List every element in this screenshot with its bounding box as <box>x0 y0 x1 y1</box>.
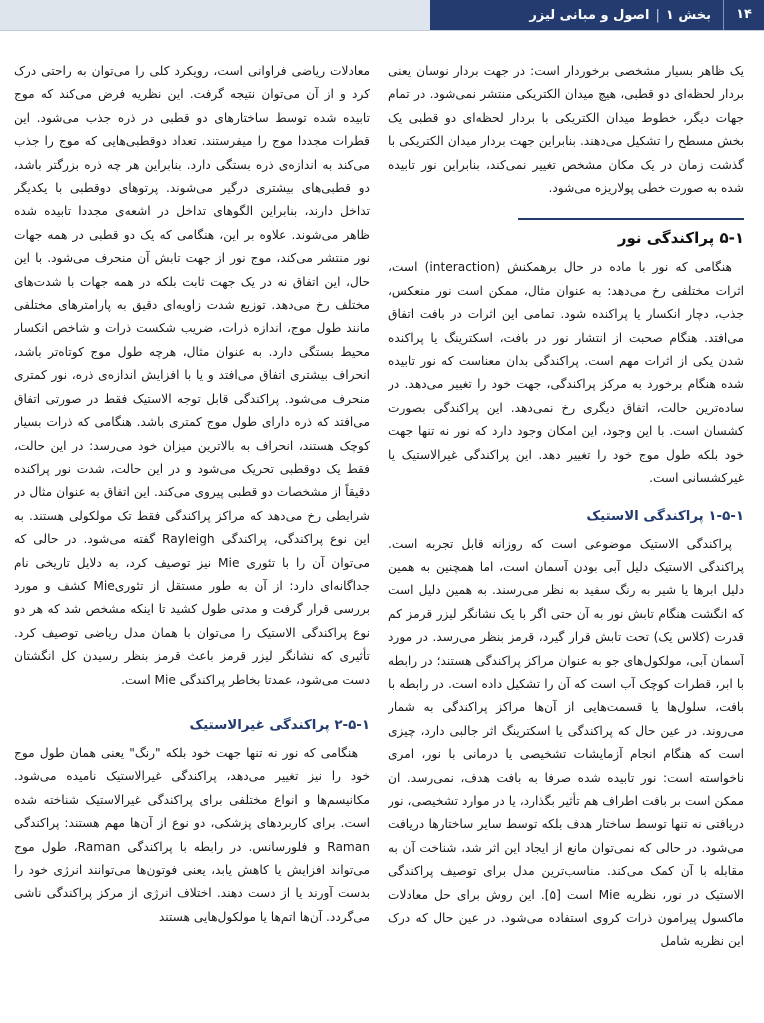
section-divider <box>518 218 744 220</box>
right-column <box>388 60 744 1020</box>
intro-paragraph: یک ظاهر بسیار مشخصی برخوردار است: در جهت بردار نوسان یعنی بردار لحظه‌ای دو قطبی، هیچ میدان الکتریکی منتشر نمی‌شود. در تمام جهات دیگر، خطوط میدان الکتریکی با بردار لحظه‌ای دو قطبی یک بخش مسطح را تشکیل می‌دهند. بنابراین جهت بردار میدان الکتریکی با گذشت زمان در یک مکان مشخص تغییر نمی‌کند، بنابراین نور تابیده شده به صورت خطی پولاریزه می‌شود. <box>388 64 744 196</box>
left-column <box>14 60 370 1020</box>
chapter-separator: | <box>655 7 660 23</box>
page-number: ۱۴ <box>723 0 764 30</box>
elastic-paragraph: پراکندگی الاستیک موضوعی است که روزانه قابل تجربه است. پراکندگی الاستیک دلیل آبی بودن آسمان است، اما همچنین به همین دلیل ابرها یا شیر به رنگ سفید به نظر می‌رسند. به همین دلیل است که انگشت هنگام تابش نور به آن حتی اگر با یک نشانگر لیزر قرمز کم قدرت (کلاس یک) تحت تابش قرار گیرد، قرمز بنظر می‌رسد. در مورد آسمان آبی، مولکول‌های جو به عنوان مراکز پراکندگی هستند؛ در رابطه با ابر، قطرات کوچک آب است که آن را تشکیل داده است. در رابطه با بافت، سلول‌ها یا قسمت‌هایی از آن‌ها مراکز پراکندگی به شمار می‌روند. در عین حال که پراکندگی یا اسکترینگ اثر جالبی دارد، چیزی است که هنگام انجام آزمایشات تشخیصی یا درمانی با نور، امری ناخواسته است: نور تابیده شده صرفا به بافت هدف، نمی‌رسد. ان ممکن است بر بافت اطراف هم تأثیر بگذارد، یا در موارد تشخیصی، نور دریافتی نه تنها توسط ساختار هدف بلکه توسط سایر ساختارها دریافت می‌شود. در حالی که نمی‌توان مانع از ایجاد این اثر شد، شناخت آن به مقابله با آن کمک می‌کند. مناسب‌ترین مدل برای توصیف پراکندگی الاستیک در نور، نظریه Mie است [۵]. این روش برای حل معادلات ماکسول پیرامون ذرات کروی استفاده می‌شود. در عین حال که درک این نظریه شامل <box>388 536 744 949</box>
chapter-info <box>529 8 723 23</box>
chapter-label: بخش ۱ <box>665 7 711 23</box>
chapter-title: اصول و مبانی لیزر <box>529 7 650 23</box>
page-header <box>0 0 764 31</box>
chapter-bar <box>430 0 764 30</box>
section-heading-light-scattering: ۵-۱ پراکندگی نور <box>617 229 744 248</box>
inelastic-paragraph: هنگامی که نور نه تنها جهت خود بلکه "رنگ" یعنی همان طول موج خود را نیز تغییر می‌دهد، پراکندگی غیرالاستیک نامیده می‌شود. مکانیسم‌ها و انواع مختلفی برای پراکندگی غیرالاستیک شناخته شده است. برای کاربردهای پزشکی، دو نوع از آن‌ها مهم هستند: پراکندگی Raman و فلورسانس. در رابطه با پراکندگی Raman، طول موج می‌تواند افزایش یا کاهش یابد، یعنی فوتون‌ها می‌توانند انرژی خود را بدست آورند یا از دست دهند. اختلاف انرژی از مرکز پراکندگی ناشی می‌گردد. آن‌ها اتم‌ها یا مولکول‌هایی هستند <box>14 745 370 924</box>
subsection-heading-inelastic: ۲-۵-۱ پراکندگی غیرالاستیک <box>189 717 370 733</box>
continuation-paragraph: معادلات ریاضی فراوانی است، رویکرد کلی را می‌توان به راحتی درک کرد و از آن می‌توان نتیجه گرفت. این نظریه فرض می‌کند که موج تابیده شده توسط ساختارهای دو قطبی در ذره جذب می‌شود. این قطرات مجددا موج را میفرستند. تعداد دوقطبی‌هایی که موج را جذب می‌کند به اندازه‌ی ذره بستگی دارد. بنابراین هر چه ذره بزرگتر باشد، دو قطبی‌های بیشتری درگیر می‌شوند. پرتوهای دوقطبی با یکدیگر تداخل دارند، بنابراین الگوهای تداخل در اشعه‌ی مجددا تابیده شده ظاهر می‌شوند. علاوه بر این، هنگامی که یک دو قطبی در همه جهات نور منتشر می‌کند، موج نور از جهت تابش آن منحرف می‌شود. با این حال، این اتفاق نه در یک جهت ثابت بلکه در همه جهات با شدت‌های مختلف رخ می‌دهد. توزیع شدت زاویه‌ای دقیق به پارامترهای مختلفی مانند طول موج، اندازه ذرات، ضریب شکست ذرات و شاخص انکسار محیط بستگی دارد. به عنوان مثال، هرچه طول موج کوتاه‌تر باشد، انحراف بیشتری اتفاق می‌افتد و یا با افزایش اندازه‌ی ذره، نور کمتری منحرف می‌شود. پراکندگی قابل توجه الاستیک فقط در صورتی اتفاق می‌افتد که ذره دارای طول موج کمتری باشد. هنگامی که ذرات بسیار کوچک هستند، انحراف به بالاترین میزان خود می‌رسد: در این حالت، فقط یک دوقطبی تحریک می‌شود و در این حالت، شدت نور پراکنده دقیقاً از مشخصات دو قطبی پیروی می‌کند. این اتفاق به عنوان مثال در شرایطی رخ می‌دهد که مراکز پراکندگی فقط تک مولکولی هستند. به این نوع پراکندگی، پراکندگی Rayleigh گفته می‌شود. در حالی که می‌توان آن را با تئوری Mie نیز توصیف کرد، به دلایل تاریخی نام جداگانه‌ای دارد: از آن به طور مستقل از تئوریMie کشف و مورد بررسی قرار گرفت و مدتی طول کشید تا اینکه مشخص شد که هر دو نوع پراکندگی الاستیک را می‌توان با همان مدل ریاضی توصیف کرد. تأثیری که نشانگر لیزر قرمز باعث قرمز بنظر رسیدن کل انگشتان دست می‌شود، عمدتا بخاطر پراکندگی Mie است. <box>14 64 370 687</box>
section-paragraph: هنگامی که نور با ماده در حال برهمکنش (interaction) است، اثرات مختلفی رخ می‌دهد: به عنوان مثال، ممکن است نور منعکس، جذب، دچار انکسار یا پراکنده شود. تمامی این اثرات در بافت اتفاق می‌افتد. هنگام صحبت از انتشار نور در بافت، اسکترینگ یا پراکنده شدن یکی از اثرات مهم است. پراکندگی بدان معناست که نور تابیده شده هنگام برخورد به مرکز پراکندگی، جهت خود را تغییر می‌دهد. در ساده‌ترین حالت، اتفاق دیگری رخ نمی‌دهد. این پراکندگی بصورت کشسان است. با این وجود، این امکان وجود دارد که نور نه تنها جهت خود بلکه طول موج خود را تغییر دهد. این پراکندگی غیرالاستیک یا غیرکشسانی است. <box>388 260 744 486</box>
subsection-heading-elastic: ۱-۵-۱ پراکندگی الاستیک <box>586 508 744 524</box>
